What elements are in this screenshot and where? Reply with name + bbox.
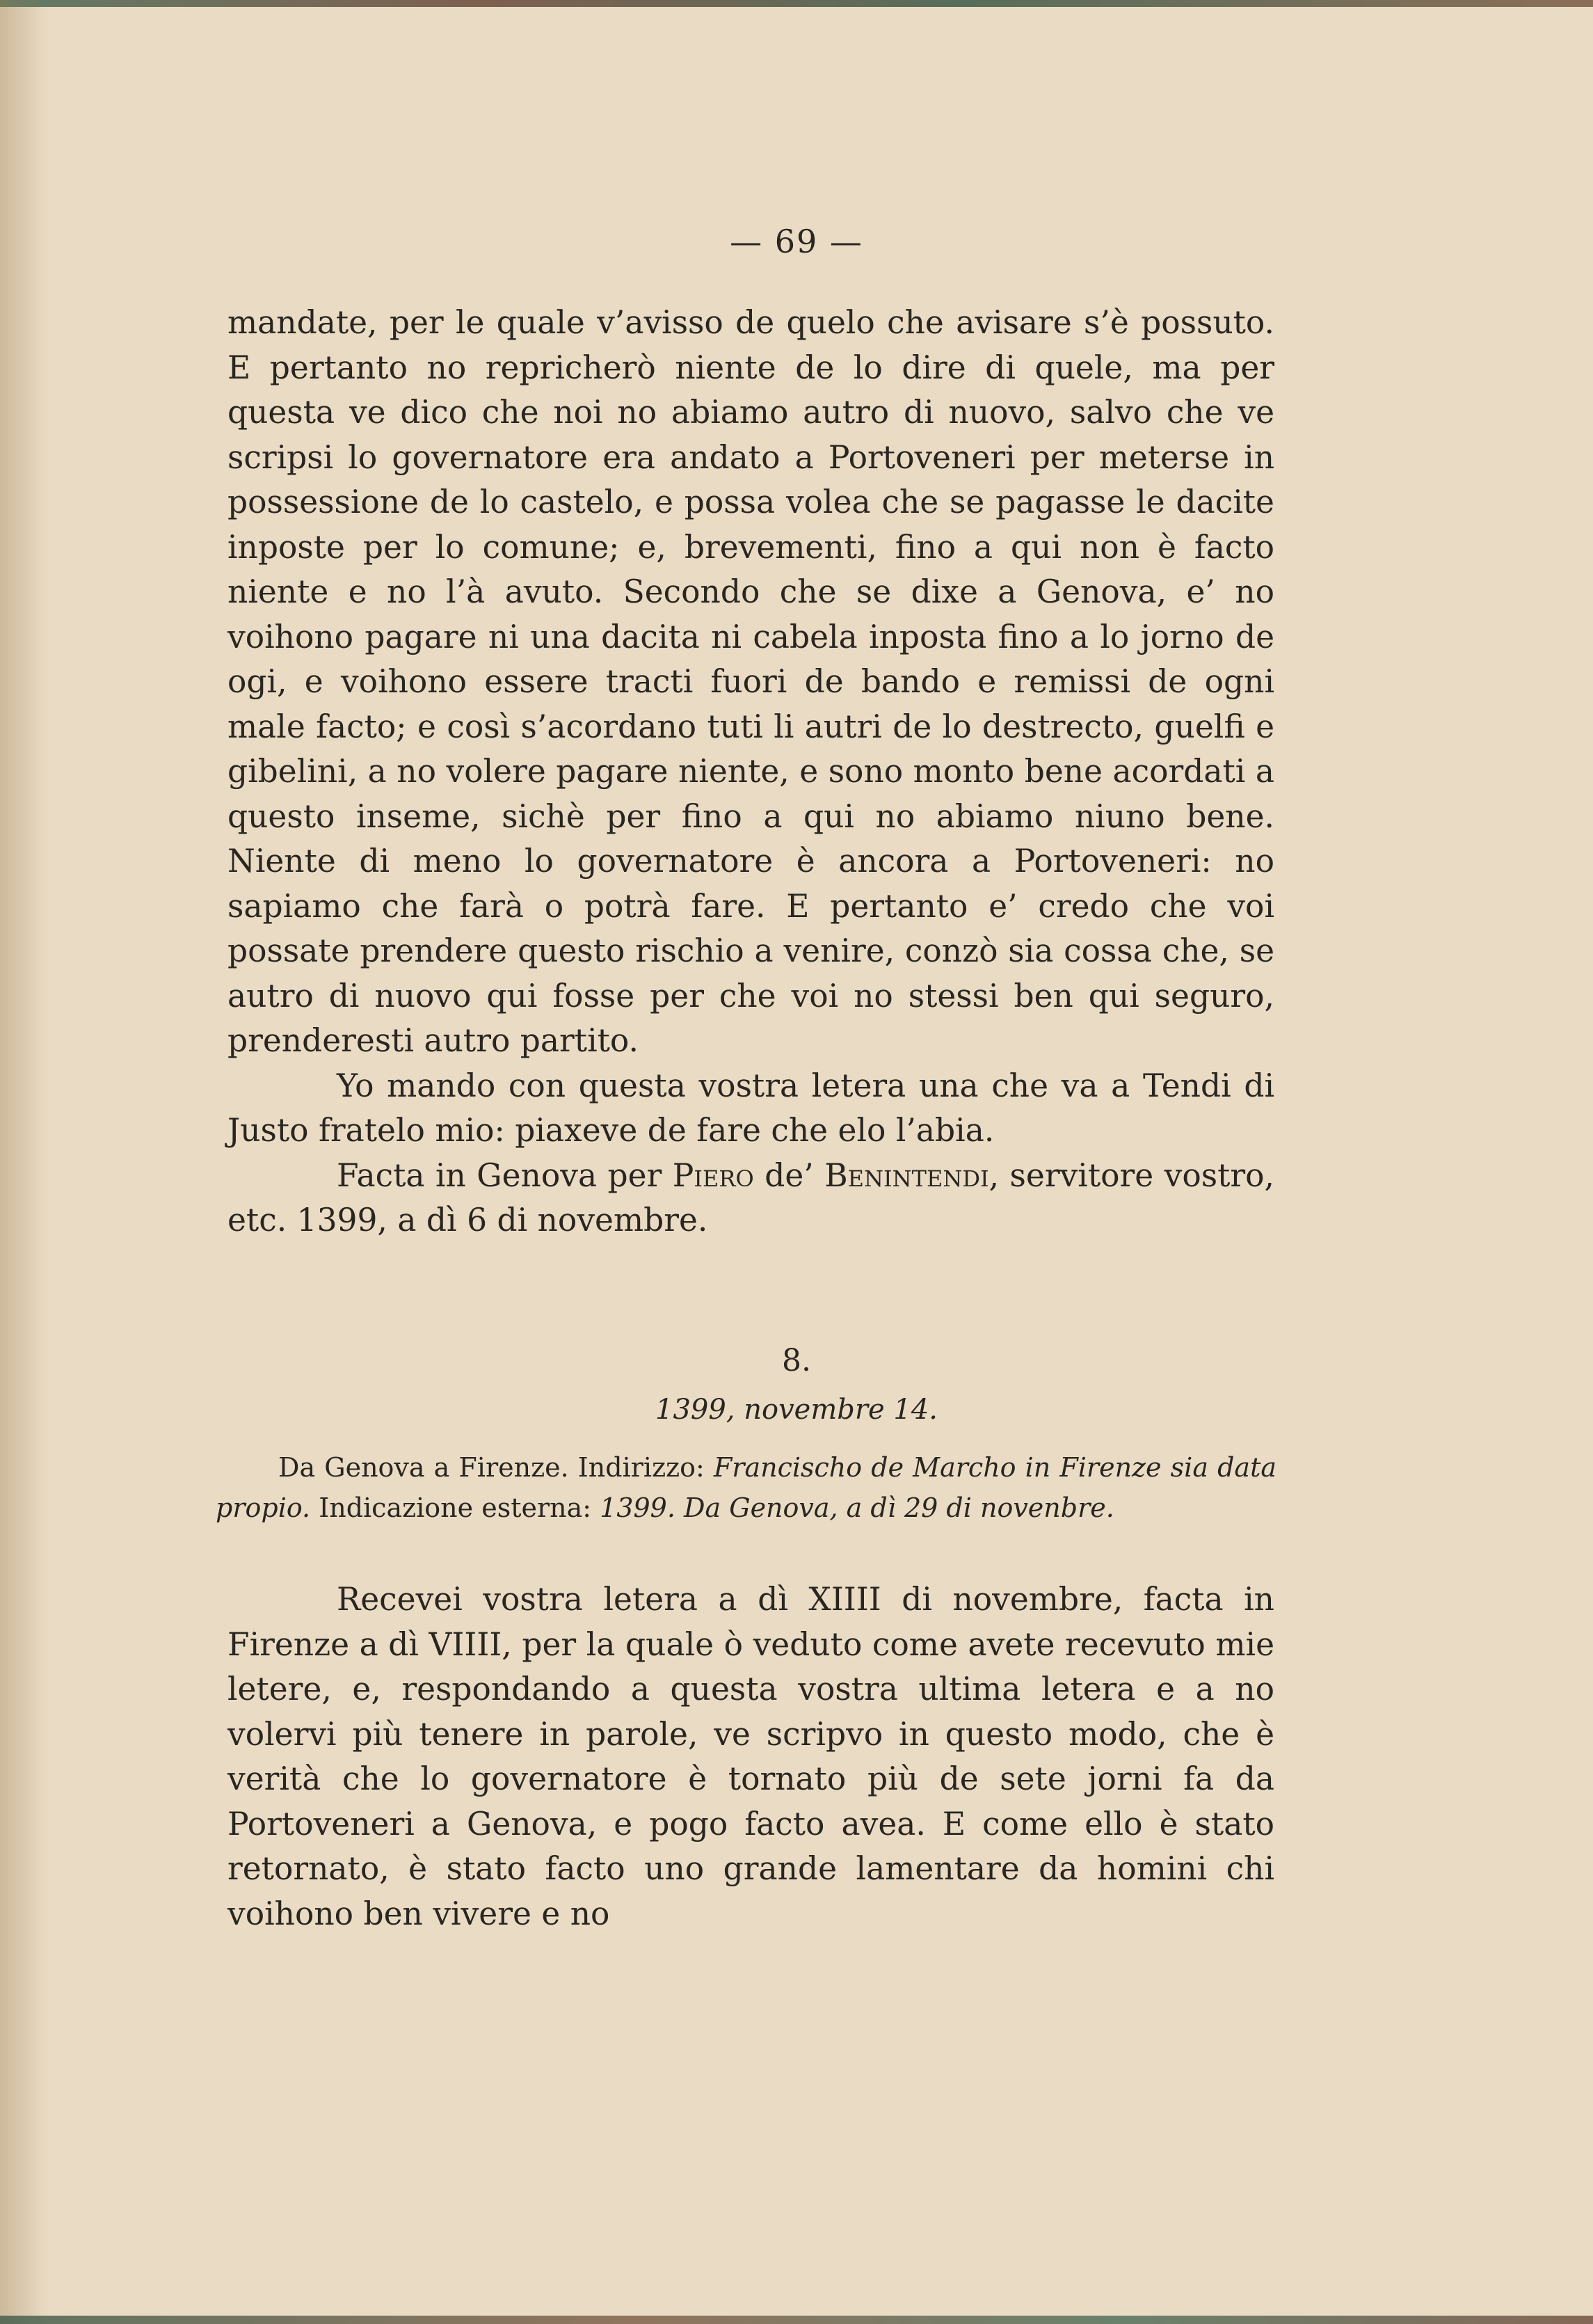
- signature-name-piero: Piero: [672, 1156, 754, 1194]
- signature-after: , servitore vostro, etc. 1399, a dì 6 di novembre.: [227, 1156, 1274, 1239]
- gutter-shadow: [0, 0, 49, 2324]
- paragraph-1: mandate, per le quale v’avisso de quelo che avisare s’è possuto. E pertanto no repricherò niente de lo dire di quele, ma per questa ve dico che noi no abiamo autro di nuovo, salvo che ve scripsi lo governatore era andato a Portoveneri per meterse in possessione de lo castelo, e possa volea che se pagasse le dacite inposte per lo comune; e, brevementi, fino a qui non è facto niente e no l’à avuto. Secondo che se dixe a Genova, e’ no voihono pagare ni una dacita ni cabela inposta fino a lo jorno de ogi, e voihono essere tracti fuori de bando e remissi de ogni male facto; e così s’acordano tuti li autri de lo destrecto, guelfi e gibelini, a no volere pagare niente, e sono monto bene acordati a questo inseme, sichè per fino a qui no abiamo niuno bene. Niente di meno lo governatore è ancora a Portoveneri: no sapiamo che farà o potrà fare. E pertanto e’ credo che voi possate prendere questo rischio a venire, conzò sia cossa che, se autro di nuovo qui fosse per che voi no stessi ben qui seguro, prenderesti autro partito.: [227, 304, 1274, 1059]
- header-address: Francischo de Marcho in Firenze sia data propio.: [216, 1452, 1276, 1523]
- document-number: 8.: [782, 1343, 811, 1378]
- paragraph-2: Yo mando con questa vostra letera una che va a Tendi di Justo fratelo mio: piaxeve de fare che elo l’abia.: [227, 1067, 1274, 1149]
- header-external-note: 1399. Da Genova, a dì 29 di novenbre.: [600, 1493, 1114, 1523]
- header-route: Da Genova a Firenze. Indirizzo:: [278, 1452, 714, 1483]
- page-number: — 69 —: [730, 223, 863, 260]
- document-date: 1399, novembre 14.: [655, 1394, 938, 1426]
- page-top-edge: [0, 0, 1593, 7]
- signature-before: Facta in Genova per: [337, 1156, 673, 1194]
- document-body-text: [227, 1577, 1274, 1936]
- page-bottom-edge: [0, 2316, 1593, 2324]
- signature-name-benintendi: Benintendi: [824, 1156, 989, 1194]
- body-paragraph: Recevei vostra letera a dì XIIII di novembre, facta in Firenze a dì VIIII, per la quale ò veduto come avete recevuto mie letere, e, respondando a questa vostra ultima letera e a no volervi più tenere in parole, ve scripvo in questo modo, che è verità che lo governatore è tornato più de sete jorni fa da Portoveneri a Genova, e pogo facto avea. E come ello è stato retornato, è stato facto uno grande lamentare da homini chi voihono ben vivere e no: [227, 1581, 1274, 1932]
- header-external-label: Indicazione esterna:: [310, 1493, 600, 1523]
- signature-between: de’: [753, 1156, 825, 1194]
- paragraph-3-signature: [227, 1154, 1274, 1243]
- document-header-note: [216, 1447, 1276, 1528]
- upper-letter-text: [227, 301, 1274, 1243]
